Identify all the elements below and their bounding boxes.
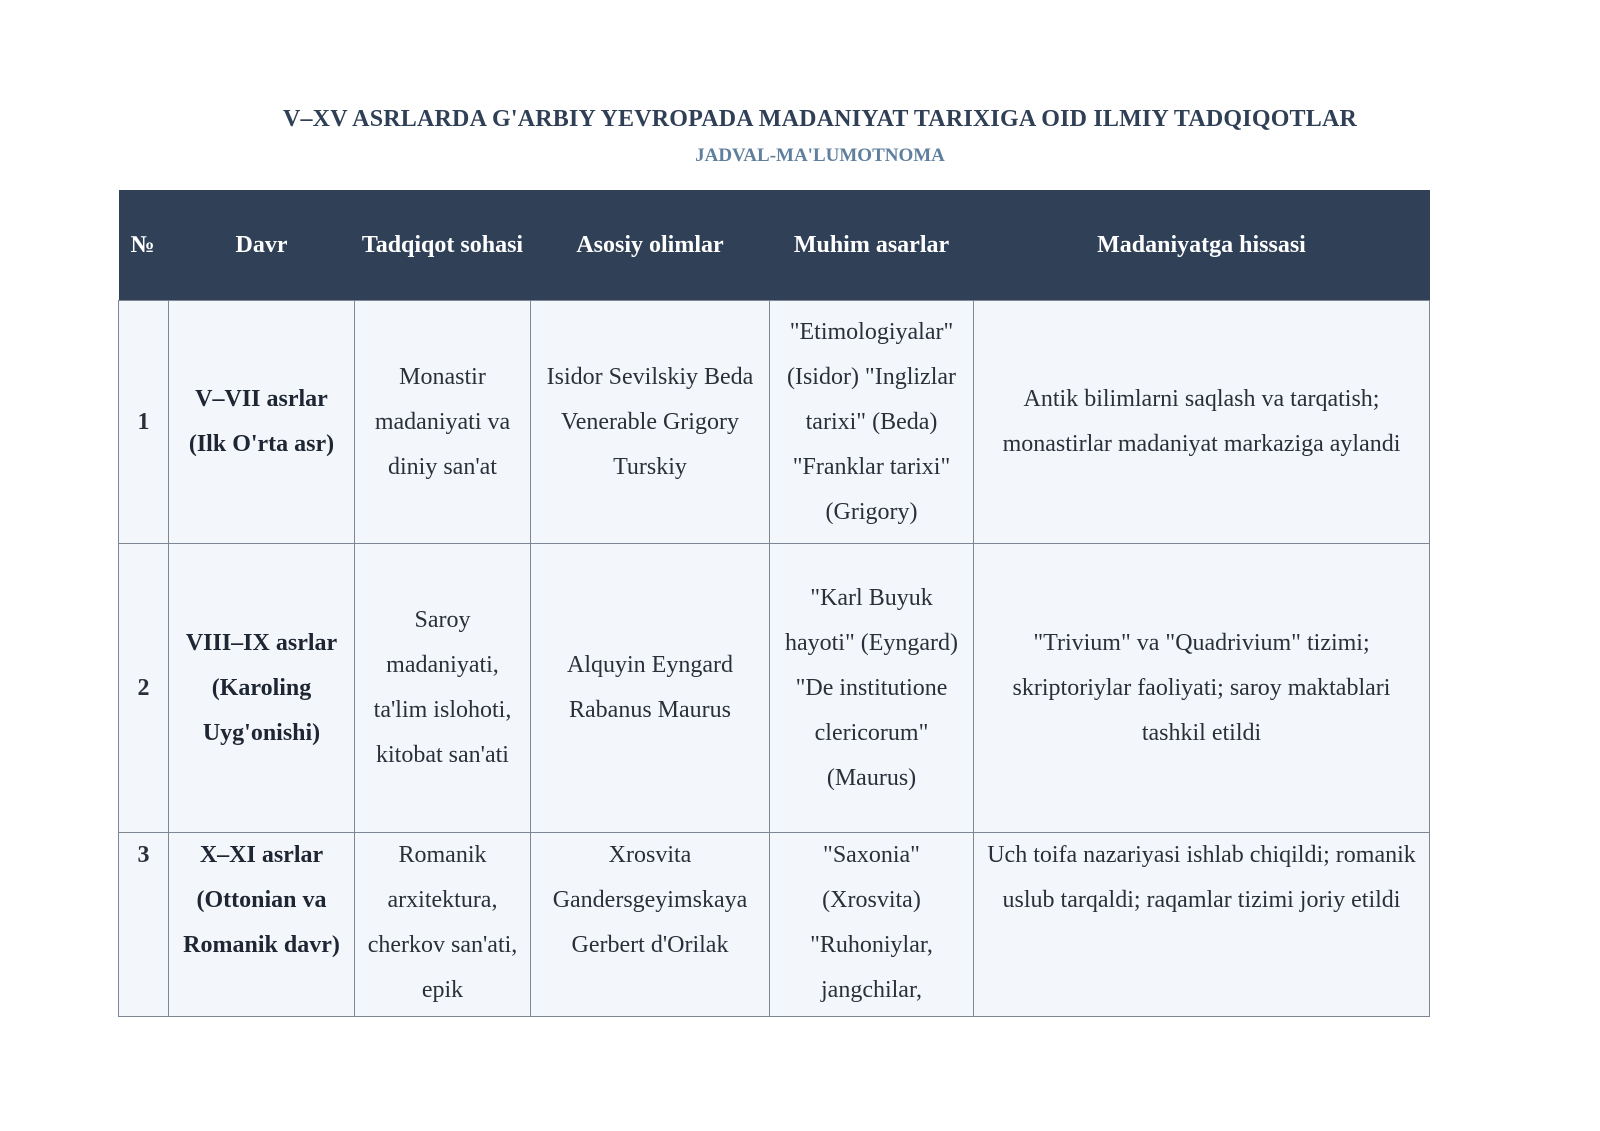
cell-asarlar-wrap [770, 833, 974, 1017]
document-title: V–XV ASRLARDA G'ARBIY YEVROPADA MADANIYAT TARIXIGA OID ILMIY TADQIQOTLAR [282, 106, 1358, 132]
cell-olimlar: Isidor Sevilskiy Beda Venerable Grigory Turskiy [531, 301, 770, 544]
cell-num: 2 [119, 544, 169, 833]
header-olimlar: Asosiy olimlar [531, 190, 770, 301]
table-row [119, 833, 1430, 1017]
cell-davr: X–XI asrlar (Ottonian va Romanik davr) [169, 833, 355, 1017]
cell-asarlar: "Karl Buyuk hayoti" (Eyngard) "De institutione clericorum" (Maurus) [770, 544, 974, 833]
cell-davr: VIII–IX asrlar (Karoling Uyg'onishi) [169, 544, 355, 833]
cell-davr: V–VII asrlar (Ilk O'rta asr) [169, 301, 355, 544]
header-soha: Tadqiqot sohasi [355, 190, 531, 301]
reference-table [118, 190, 1430, 1017]
cell-num: 3 [119, 833, 169, 1017]
table-row [119, 301, 1430, 544]
header-num: № [119, 190, 169, 301]
cell-hissa: "Trivium" va "Quadrivium" tizimi; skriptoriylar faoliyati; saroy maktablari tashkil etildi [974, 544, 1430, 833]
cell-soha: Monastir madaniyati va diniy san'at [355, 301, 531, 544]
table-row [119, 544, 1430, 833]
document-subtitle: JADVAL-MA'LUMOTNOMA [695, 145, 945, 166]
cell-olimlar: Alquyin Eyngard Rabanus Maurus [531, 544, 770, 833]
table-header-row [119, 190, 1430, 301]
cell-olimlar: Xrosvita Gandersgeyimskaya Gerbert d'Orilak [531, 833, 770, 1017]
cell-asarlar: "Saxonia" (Xrosvita) "Ruhoniylar, jangchilar, [810, 842, 933, 1003]
cell-soha: Romanik arxitektura, cherkov san'ati, epik [355, 833, 531, 1017]
header-asarlar: Muhim asarlar [770, 190, 974, 301]
cell-hissa: Antik bilimlarni saqlash va tarqatish; monastirlar madaniyat markaziga aylandi [974, 301, 1430, 544]
cell-soha: Saroy madaniyati, ta'lim islohoti, kitobat san'ati [355, 544, 531, 833]
header-davr: Davr [169, 190, 355, 301]
cell-num: 1 [119, 301, 169, 544]
cell-hissa: Uch toifa nazariyasi ishlab chiqildi; romanik uslub tarqaldi; raqamlar tizimi joriy etildi [974, 833, 1430, 1017]
header-hissa: Madaniyatga hissasi [974, 190, 1430, 301]
cell-asarlar: "Etimologiyalar" (Isidor) "Inglizlar tarixi" (Beda) "Franklar tarixi" (Grigory) [770, 301, 974, 544]
